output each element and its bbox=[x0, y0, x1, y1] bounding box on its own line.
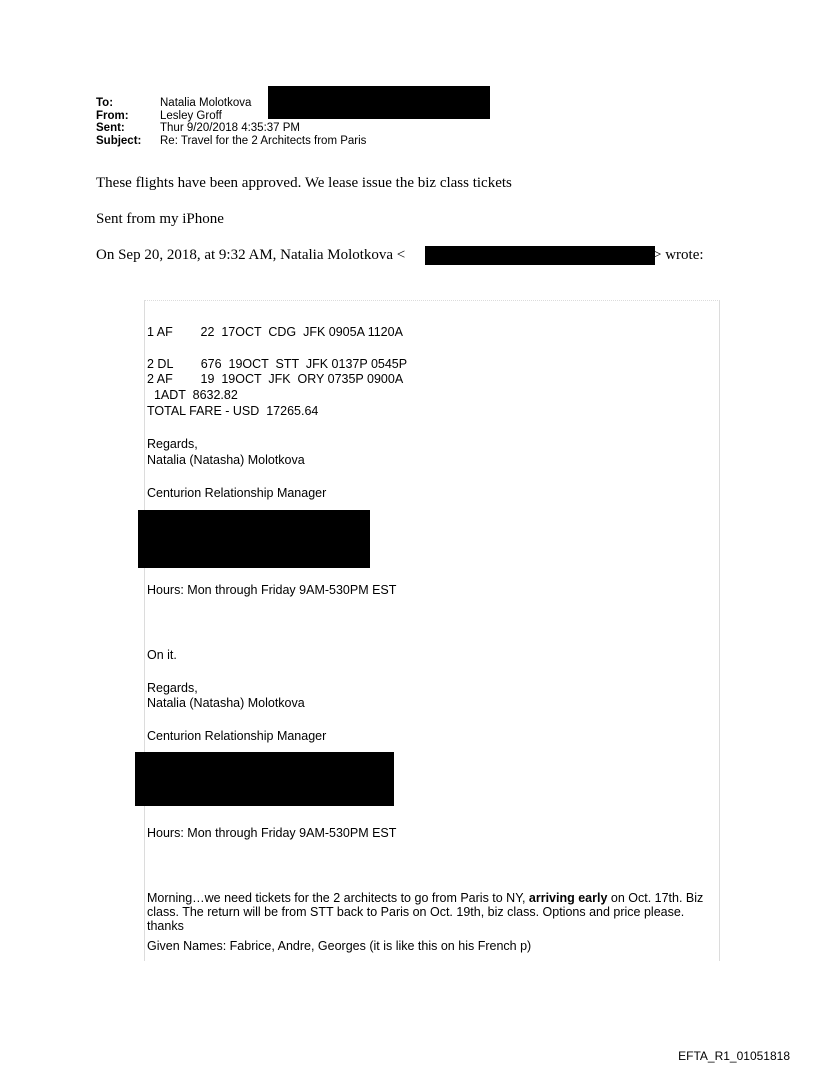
redaction-block-signature-1 bbox=[138, 510, 370, 568]
to-value: Natalia Molotkova bbox=[160, 97, 252, 109]
redaction-block-signature-2 bbox=[135, 752, 394, 806]
office-hours-1: Hours: Mon through Friday 9AM-530PM EST bbox=[147, 583, 397, 597]
from-label: From: bbox=[96, 109, 129, 122]
document-id: EFTA_R1_01051818 bbox=[678, 1049, 790, 1063]
redaction-block-to-email bbox=[268, 86, 490, 119]
regards-2: Regards, bbox=[147, 681, 198, 695]
itinerary-flight-1: 1 AF 22 17OCT CDG JFK 0905A 1120A bbox=[147, 325, 403, 339]
sent-from-iphone: Sent from my iPhone bbox=[96, 211, 224, 227]
signature-title-2: Centurion Relationship Manager bbox=[147, 729, 327, 743]
header-sent-row bbox=[96, 122, 366, 135]
given-names: Given Names: Fabrice, Andre, Georges (it is like this on his French p) bbox=[147, 939, 532, 953]
total-fare: TOTAL FARE - USD 17265.64 bbox=[147, 404, 319, 418]
subject-label: Subject: bbox=[96, 134, 142, 147]
itinerary-flight-3: 2 AF 19 19OCT JFK ORY 0735P 0900A bbox=[147, 372, 404, 386]
to-label: To: bbox=[96, 97, 114, 109]
signature-title-1: Centurion Relationship Manager bbox=[147, 486, 327, 500]
signature-name-1: Natalia (Natasha) Molotkova bbox=[147, 453, 305, 467]
request-emphasis: arriving early bbox=[528, 891, 608, 905]
original-request bbox=[147, 891, 717, 933]
request-text-end: on Oct. 17th. Biz class. The return will be from STT back to Paris on Oct. 19th, biz class. Options and price please. thanks bbox=[147, 891, 704, 933]
office-hours-2: Hours: Mon through Friday 9AM-530PM EST bbox=[147, 826, 397, 840]
quote-intro-suffix: > wrote: bbox=[653, 247, 704, 263]
request-text-start: Morning…we need tickets for the 2 architects to go from Paris to NY, bbox=[147, 891, 529, 905]
sent-value: Thur 9/20/2018 4:35:37 PM bbox=[160, 122, 301, 134]
approval-line: These flights have been approved. We lease issue the biz class tickets bbox=[96, 175, 512, 191]
on-it-message: On it. bbox=[147, 648, 177, 662]
redaction-block-sender-email bbox=[425, 246, 655, 265]
quote-intro-prefix: On Sep 20, 2018, at 9:32 AM, Natalia Molotkova < bbox=[96, 247, 406, 263]
sent-label: Sent: bbox=[96, 122, 125, 134]
from-value: Lesley Groff bbox=[160, 109, 222, 122]
header-subject-row bbox=[96, 135, 366, 148]
fare-per-adult: 1ADT 8632.82 bbox=[147, 388, 238, 402]
regards-1: Regards, bbox=[147, 437, 198, 451]
itinerary-flight-2: 2 DL 676 19OCT STT JFK 0137P 0545P bbox=[147, 357, 408, 371]
signature-name-2: Natalia (Natasha) Molotkova bbox=[147, 696, 305, 710]
subject-value: Re: Travel for the 2 Architects from Paris bbox=[160, 134, 367, 147]
